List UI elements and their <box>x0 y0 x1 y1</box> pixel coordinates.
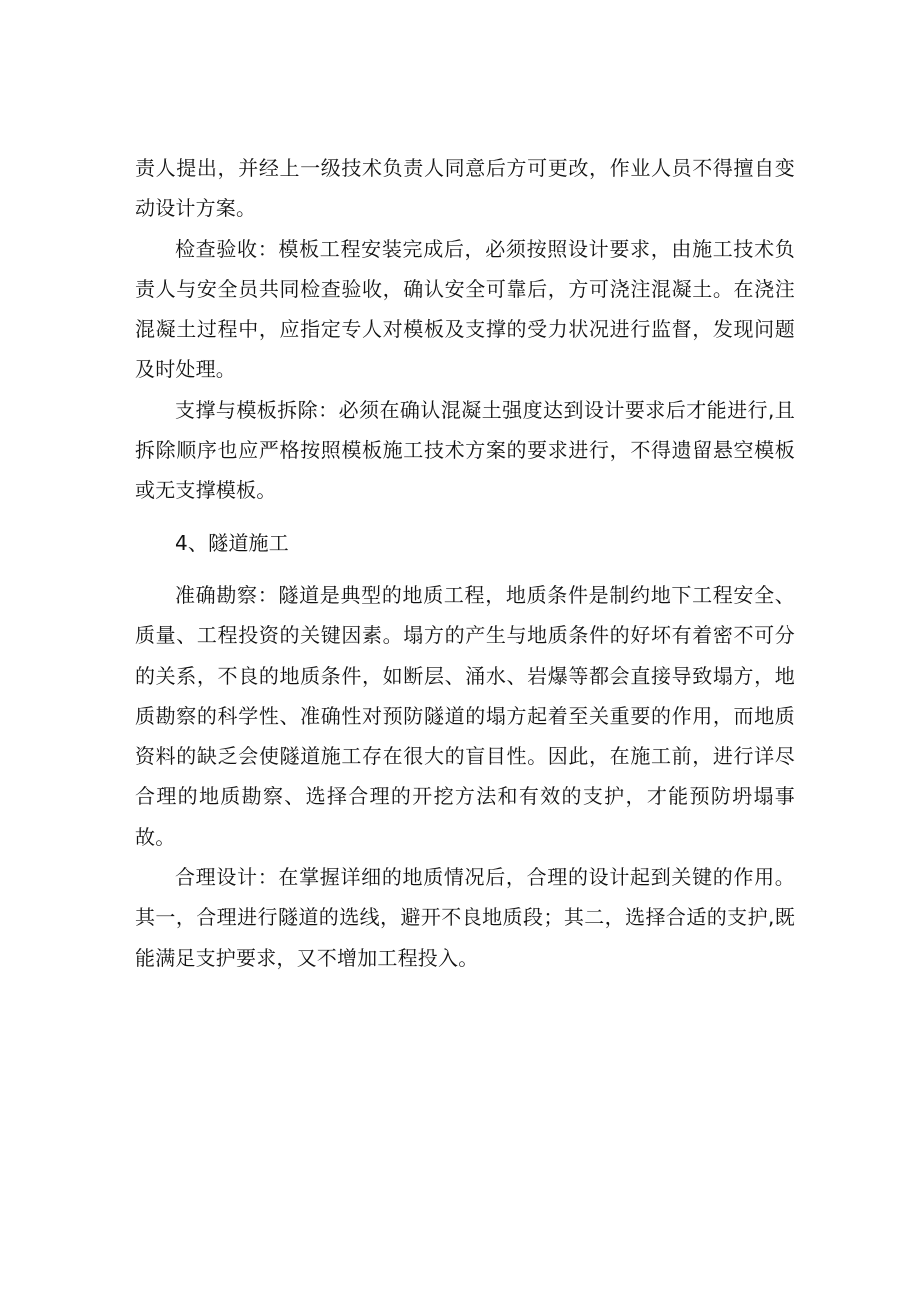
document-body <box>135 148 795 978</box>
paragraph-inspection-acceptance: 检查验收：模板工程安装完成后，必须按照设计要求，由施工技术负责人与安全员共同检查验收，确认安全可靠后，方可浇注混凝土。在浇注混凝土过程中，应指定专人对模板及支撑的受力状况进行监督，发现问题及时处理。 <box>135 236 795 382</box>
paragraph-continuation: 责人提出，并经上一级技术负责人同意后方可更改，作业人员不得擅自变动设计方案。 <box>135 156 795 221</box>
section-heading-tunnel-construction: 4、隧道施工 <box>175 530 289 555</box>
paragraph-accurate-survey: 准确勘察：隧道是典型的地质工程，地质条件是制约地下工程安全、质量、工程投资的关键因素。塌方的产生与地质条件的好坏有着密不可分的关系，不良的地质条件，如断层、涌水、岩爆等都会直接导致塌方，地质勘察的科学性、准确性对预防隧道的塌方起着至关重要的作用，而地质资料的缺乏会使隧道施工存在很大的盲目性。因此，在施工前，进行详尽合理的地质勘察、选择合理的开挖方法和有效的支护，才能预防坍塌事故。 <box>135 582 795 849</box>
paragraph-support-removal: 支撑与模板拆除：必须在确认混凝土强度达到设计要求后才能进行,且拆除顺序也应严格按照模板施工技术方案的要求进行，不得遗留悬空模板或无支撑模板。 <box>135 397 795 503</box>
paragraph-reasonable-design: 合理设计：在掌握详细的地质情况后，合理的设计起到关键的作用。其一，合理进行隧道的选线，避开不良地质段；其二，选择合适的支护,既能满足支护要求，又不增加工程投入。 <box>135 865 795 970</box>
